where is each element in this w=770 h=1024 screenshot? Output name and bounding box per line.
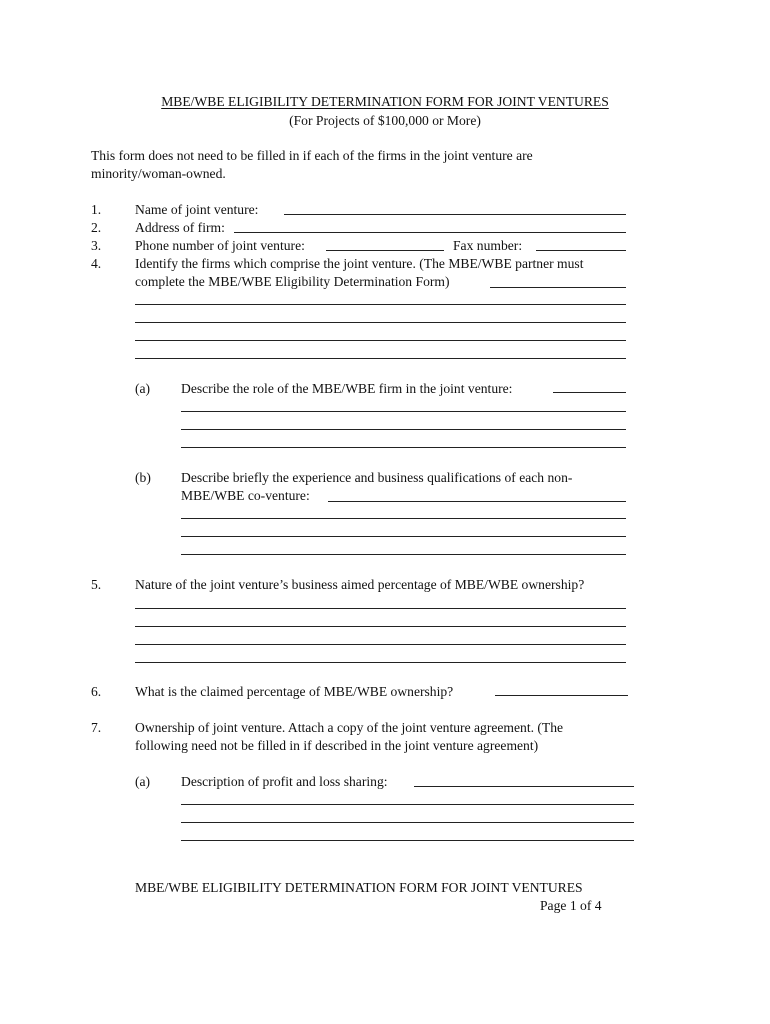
firm-address-field[interactable]	[234, 232, 626, 233]
joint-venture-name-field[interactable]	[284, 214, 626, 215]
phone-number-field[interactable]	[326, 250, 444, 251]
item-4a-letter: (a)	[135, 381, 151, 396]
item-4b-letter: (b)	[135, 470, 151, 485]
profit-loss-field-line[interactable]	[181, 822, 634, 823]
item-4-line-2: complete the MBE/WBE Eligibility Determination Form)	[135, 274, 450, 289]
experience-field-line[interactable]	[181, 518, 626, 519]
item-4a-text: Describe the role of the MBE/WBE firm in the joint venture:	[181, 381, 513, 396]
item-6-text: What is the claimed percentage of MBE/WBE ownership?	[135, 684, 454, 699]
item-6-number: 6.	[91, 684, 102, 699]
intro-line-2: minority/woman-owned.	[91, 166, 226, 181]
form-title: MBE/WBE ELIGIBILITY DETERMINATION FORM FOR JOINT VENTURES	[161, 94, 609, 109]
mbe-role-field-line[interactable]	[181, 447, 626, 448]
item-3-label: Phone number of joint venture:	[135, 238, 305, 253]
item-4b-line-1: Describe briefly the experience and business qualifications of each non-	[181, 470, 573, 485]
claimed-percentage-field[interactable]	[495, 695, 628, 696]
item-2-label: Address of firm:	[135, 220, 225, 235]
firms-field-line[interactable]	[135, 340, 626, 341]
item-5-number: 5.	[91, 577, 102, 592]
item-3-number: 3.	[91, 238, 102, 253]
profit-loss-field-line[interactable]	[414, 786, 634, 787]
profit-loss-field-line[interactable]	[181, 804, 634, 805]
intro-line-1: This form does not need to be filled in if each of the firms in the joint venture are	[91, 148, 533, 163]
firms-field-line[interactable]	[135, 358, 626, 359]
form-subtitle: (For Projects of $100,000 or More)	[289, 113, 481, 128]
item-7-line-1: Ownership of joint venture. Attach a copy of the joint venture agreement. (The	[135, 720, 564, 735]
mbe-role-field-line[interactable]	[181, 411, 626, 412]
page-number: Page 1 of 4	[540, 898, 602, 913]
fax-number-field[interactable]	[536, 250, 626, 251]
experience-field-line[interactable]	[181, 536, 626, 537]
item-4b-line-2: MBE/WBE co-venture:	[181, 488, 310, 503]
mbe-role-field-line[interactable]	[553, 392, 626, 393]
firms-field-line[interactable]	[135, 322, 626, 323]
experience-field-line[interactable]	[328, 501, 626, 502]
item-2-number: 2.	[91, 220, 102, 235]
footer-title: MBE/WBE ELIGIBILITY DETERMINATION FORM FOR JOINT VENTURES	[135, 880, 583, 895]
firms-field-line[interactable]	[135, 304, 626, 305]
profit-loss-field-line[interactable]	[181, 840, 634, 841]
business-nature-field-line[interactable]	[135, 644, 626, 645]
item-1-number: 1.	[91, 202, 102, 217]
item-4-line-1: Identify the firms which comprise the joint venture. (The MBE/WBE partner must	[135, 256, 584, 271]
item-7-line-2: following need not be filled in if described in the joint venture agreement)	[135, 738, 539, 753]
item-1-label: Name of joint venture:	[135, 202, 259, 217]
experience-field-line[interactable]	[181, 554, 626, 555]
mbe-role-field-line[interactable]	[181, 429, 626, 430]
firms-field-line[interactable]	[490, 287, 626, 288]
item-4-number: 4.	[91, 256, 102, 271]
fax-label: Fax number:	[453, 238, 523, 253]
item-5-text: Nature of the joint venture’s business aimed percentage of MBE/WBE ownership?	[135, 577, 585, 592]
business-nature-field-line[interactable]	[135, 626, 626, 627]
item-7a-text: Description of profit and loss sharing:	[181, 774, 388, 789]
item-7a-letter: (a)	[135, 774, 151, 789]
business-nature-field-line[interactable]	[135, 662, 626, 663]
business-nature-field-line[interactable]	[135, 608, 626, 609]
item-7-number: 7.	[91, 720, 102, 735]
